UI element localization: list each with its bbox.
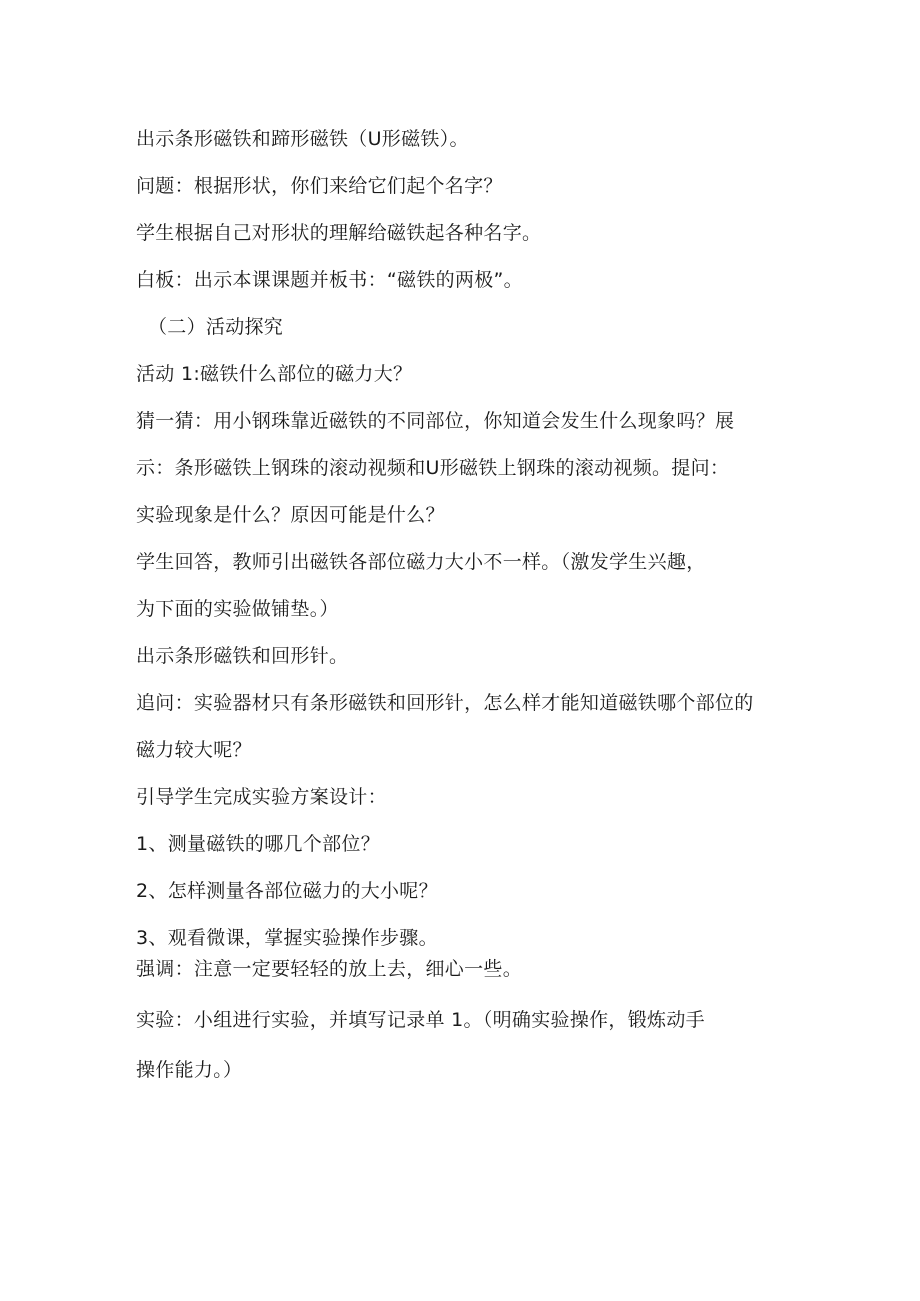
- text-line: 为下面的实验做铺垫。）: [136, 598, 339, 620]
- list-item: 3、观看微课，掌握实验操作步骤。: [136, 927, 438, 949]
- text-line: 磁力较大呢？: [136, 739, 252, 761]
- text-line: 强调：注意一定要轻轻的放上去，细心一些。: [136, 958, 523, 980]
- text-line: 学生根据自己对形状的理解给磁铁起各种名字。: [136, 222, 542, 244]
- text-line: 实验现象是什么？原因可能是什么？: [136, 504, 445, 526]
- text-line: 引导学生完成实验方案设计：: [136, 786, 387, 808]
- text-line: 活动 1:磁铁什么部位的磁力大？: [136, 363, 413, 385]
- section-heading: （二）活动探究: [148, 316, 284, 338]
- text-line: 白板：出示本课课题并板书：“磁铁的两极”。: [136, 269, 523, 291]
- text-line: 操作能力。）: [136, 1059, 243, 1081]
- text-line: 实验：小组进行实验，并填写记录单 1。（明确实验操作，锻炼动手: [136, 1009, 705, 1031]
- text-line: 示：条形磁铁上钢珠的滚动视频和U形磁铁上钢珠的滚动视频。提问：: [136, 457, 730, 479]
- text-line: 追问：实验器材只有条形磁铁和回形针，怎么样才能知道磁铁哪个部位的: [136, 692, 754, 714]
- text-line: 出示条形磁铁和蹄形磁铁（U形磁铁）。: [136, 128, 469, 150]
- text-line: 猜一猜：用小钢珠靠近磁铁的不同部位，你知道会发生什么现象吗？展: [136, 410, 735, 432]
- text-line: 学生回答，教师引出磁铁各部位磁力大小不一样。（激发学生兴趣，: [136, 551, 706, 573]
- text-line: 出示条形磁铁和回形针。: [136, 645, 349, 667]
- list-item: 2、怎样测量各部位磁力的大小呢？: [136, 880, 438, 902]
- list-item: 1、测量磁铁的哪几个部位？: [136, 833, 380, 855]
- text-line: 问题：根据形状，你们来给它们起个名字？: [136, 175, 503, 197]
